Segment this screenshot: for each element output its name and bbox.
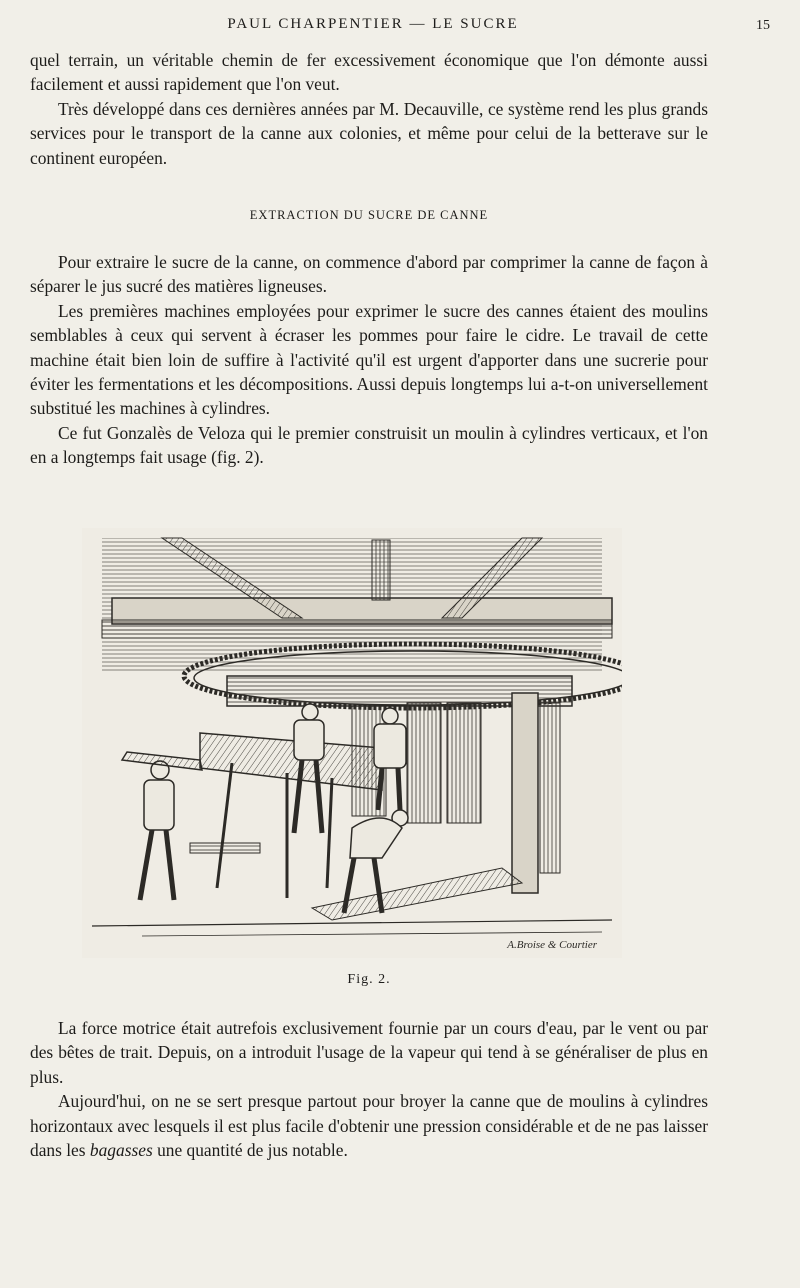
text-block-top [30,48,708,170]
paragraph: Ce fut Gonzalès de Veloza qui le premier construisit un moulin à cylindres verticaux, et l'on en a longtemps fait usage (fig. 2). [30,422,708,468]
trestle-leg [217,763,232,888]
worker-carrying-cane [122,752,202,900]
running-header [0,14,800,38]
engraver-signature: A.Broise & Courtier [507,939,597,951]
paragraph: quel terrain, un véritable chemin de fer excessivement économique que l'on démonte aussi facilement et aussi rapidement que l'on veut. [30,50,708,95]
roof-beam [102,620,612,638]
vertical-cylinder [447,703,481,823]
page-number: 15 [756,18,770,33]
roof-post [372,540,390,600]
floor-line [142,932,602,936]
paragraph: Très développé dans ces dernières années par M. Decauville, ce système rend les plus grands services pour le transport de la canne aux colonies, et même pour celui de la betterave sur le continent européen. [30,98,708,168]
floor-line [92,920,612,926]
italic-term: bagasses [89,1140,153,1161]
paragraph: La force motrice était autrefois exclusivement fournie par un cours d'eau, par le vent ou par des bêtes de trait. Depuis, on a introduit l'usage de la vapeur qui tend à se généraliser de plus en plus. [30,1018,708,1087]
paragraph: Pour extraire le sucre de la canne, on commence d'abord par comprimer la canne de façon à séparer le jus sucré des matières ligneuses. [30,252,708,297]
figure-sugar-mill-engraving [82,528,622,958]
frame-post [540,703,560,873]
sugar-mill-illustration [82,528,622,958]
paragraph-text: une quantité de jus notable. [152,1140,348,1161]
paragraph: Les premières machines employées pour exprimer le sucre des cannes étaient des moulins semblables à ceux qui servent à écraser les pommes pour faire le cidre. Le travail de cette machine était bien loin de suffire à l'activité qu'il est urgent d'apporter dans une sucrerie pour éviter les fermentations et les décompositions. Aussi depuis longtemps lui a-t-on universellement substitué les machines à cylindres. [30,300,708,419]
figure-caption: Fig. 2. [347,972,391,987]
section-heading: EXTRACTION DU SUCRE DE CANNE [249,208,489,222]
trestle-leg [327,778,332,888]
text-block-middle [30,250,708,470]
running-title: PAUL CHARPENTIER — LE SUCRE [227,16,519,32]
cane-pile [312,868,522,920]
frame-post [512,693,538,893]
paragraph-text: Aujourd'hui, on ne se sert presque partout pour broyer la canne que de moulins à cylindres horizontaux avec lesquels il est plus facile d'obtenir une pression considérable et de ne pas laisser dans les [30,1091,708,1161]
paragraph-with-italic [30,1089,708,1162]
vertical-cylinder [407,703,441,823]
bench [190,843,260,853]
text-block-bottom [30,1016,708,1162]
